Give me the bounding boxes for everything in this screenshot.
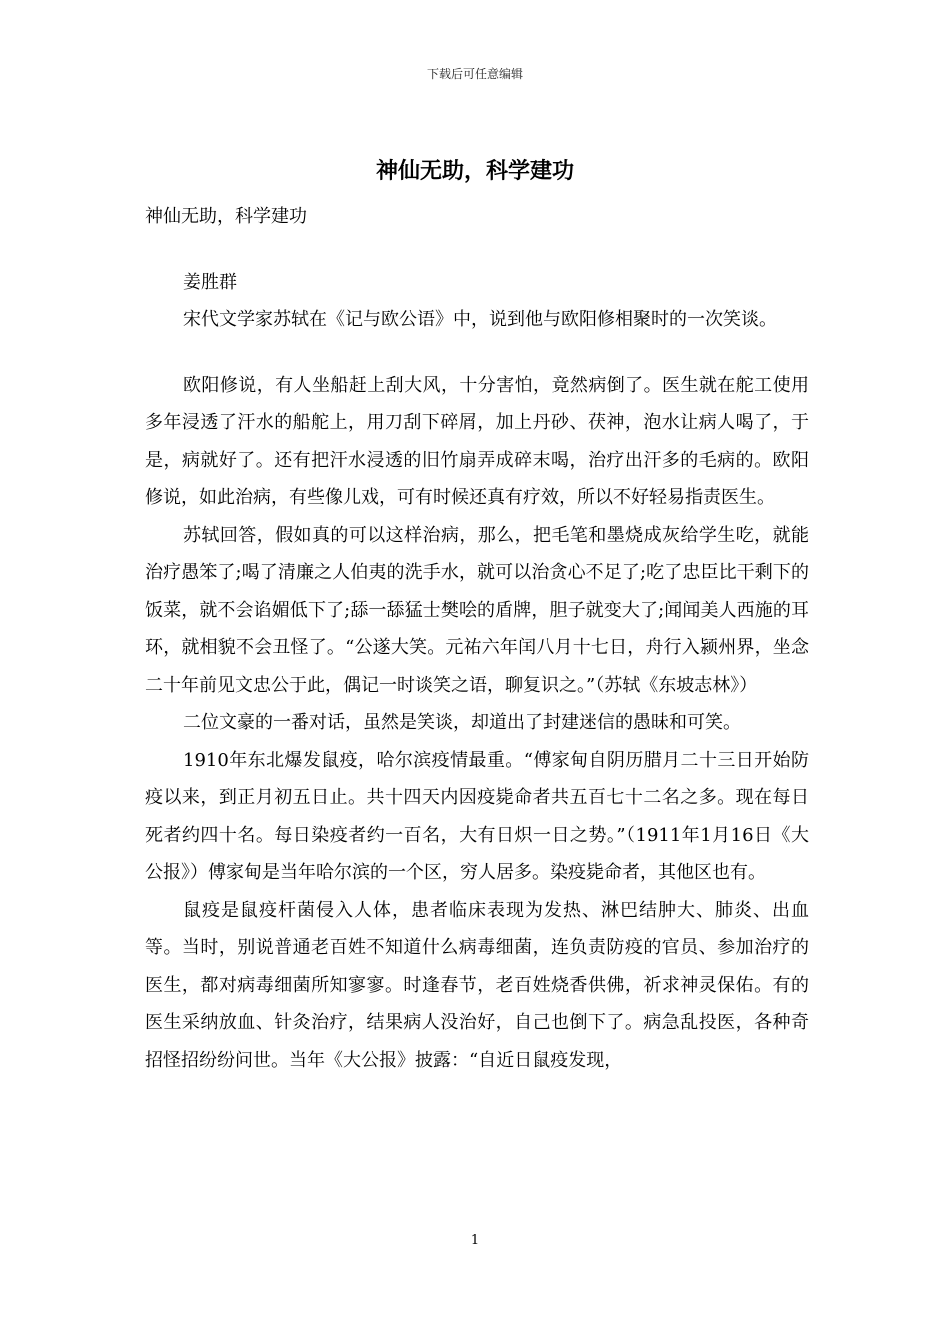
body-paragraph: 1910年东北爆发鼠疫，哈尔滨疫情最重。“傅家甸自阴历腊月二十三日开始防疫以来，到正月初五日止。共十四天内因疫毙命者共五百七十二名之多。现在每日死者约四十名。每日染疫者约一百名，大有日炽一日之势。”（1911年1月16日《大公报》）傅家甸是当年哈尔滨的一个区，穷人居多。染疫毙命者，其他区也有。 bbox=[145, 749, 809, 883]
body-paragraph: 苏轼回答，假如真的可以这样治病，那么，把毛笔和墨烧成灰给学生吃，就能治疗愚笨了;喝了清廉之人伯夷的洗手水，就可以治贪心不足了;吃了忠臣比干剩下的饭菜，就不会谄媚低下了;舔一舔猛士樊哙的盾牌，胆子就变大了;闻闻美人西施的耳环，就相貌不会丑怪了。“公遂大笑。元祐六年闰八月十七日，舟行入颍州界，坐念二十年前见文忠公于此，偶记一时谈笑之语，聊复识之。”（苏轼《东坡志林》） bbox=[145, 524, 809, 696]
document-title: 神仙无助，科学建功 bbox=[375, 158, 574, 184]
body-paragraph: 欧阳修说，有人坐船赶上刮大风，十分害怕，竟然病倒了。医生就在舵工使用多年浸透了汗水的船舵上，用刀刮下碎屑，加上丹砂、茯神，泡水让病人喝了，于是，病就好了。还有把汗水浸透的旧竹扇弄成碎末喝，治疗出汗多的毛病的。欧阳修说，如此治病，有些像儿戏，可有时候还真有疗效，所以不好轻易指责医生。 bbox=[145, 374, 809, 508]
author-paragraph: 姜胜群 bbox=[183, 271, 237, 293]
page-number: 1 bbox=[470, 1233, 480, 1248]
body-paragraph: 二位文豪的一番对话，虽然是笑谈，却道出了封建迷信的愚昧和可笑。 bbox=[183, 712, 741, 733]
document-body bbox=[145, 198, 809, 1079]
body-paragraph: 鼠疫是鼠疫杆菌侵入人体，患者临床表现为发热、淋巴结肿大、肺炎、出血等。当时，别说普通老百姓不知道什么病毒细菌，连负责防疫的官员、参加治疗的医生，都对病毒细菌所知寥寥。时逢春节，老百姓烧香供佛，祈求神灵保佑。有的医生采纳放血、针灸治疗，结果病人没治好，自己也倒下了。病急乱投医，各种奇招怪招纷纷问世。当年《大公报》披露：“自近日鼠疫发现， bbox=[145, 899, 809, 1071]
page-header: 下载后可任意编辑 bbox=[426, 67, 523, 81]
subtitle-paragraph: 神仙无助，科学建功 bbox=[145, 206, 307, 227]
body-paragraph: 宋代文学家苏轼在《记与欧公语》中，说到他与欧阳修相聚时的一次笑谈。 bbox=[183, 309, 777, 330]
